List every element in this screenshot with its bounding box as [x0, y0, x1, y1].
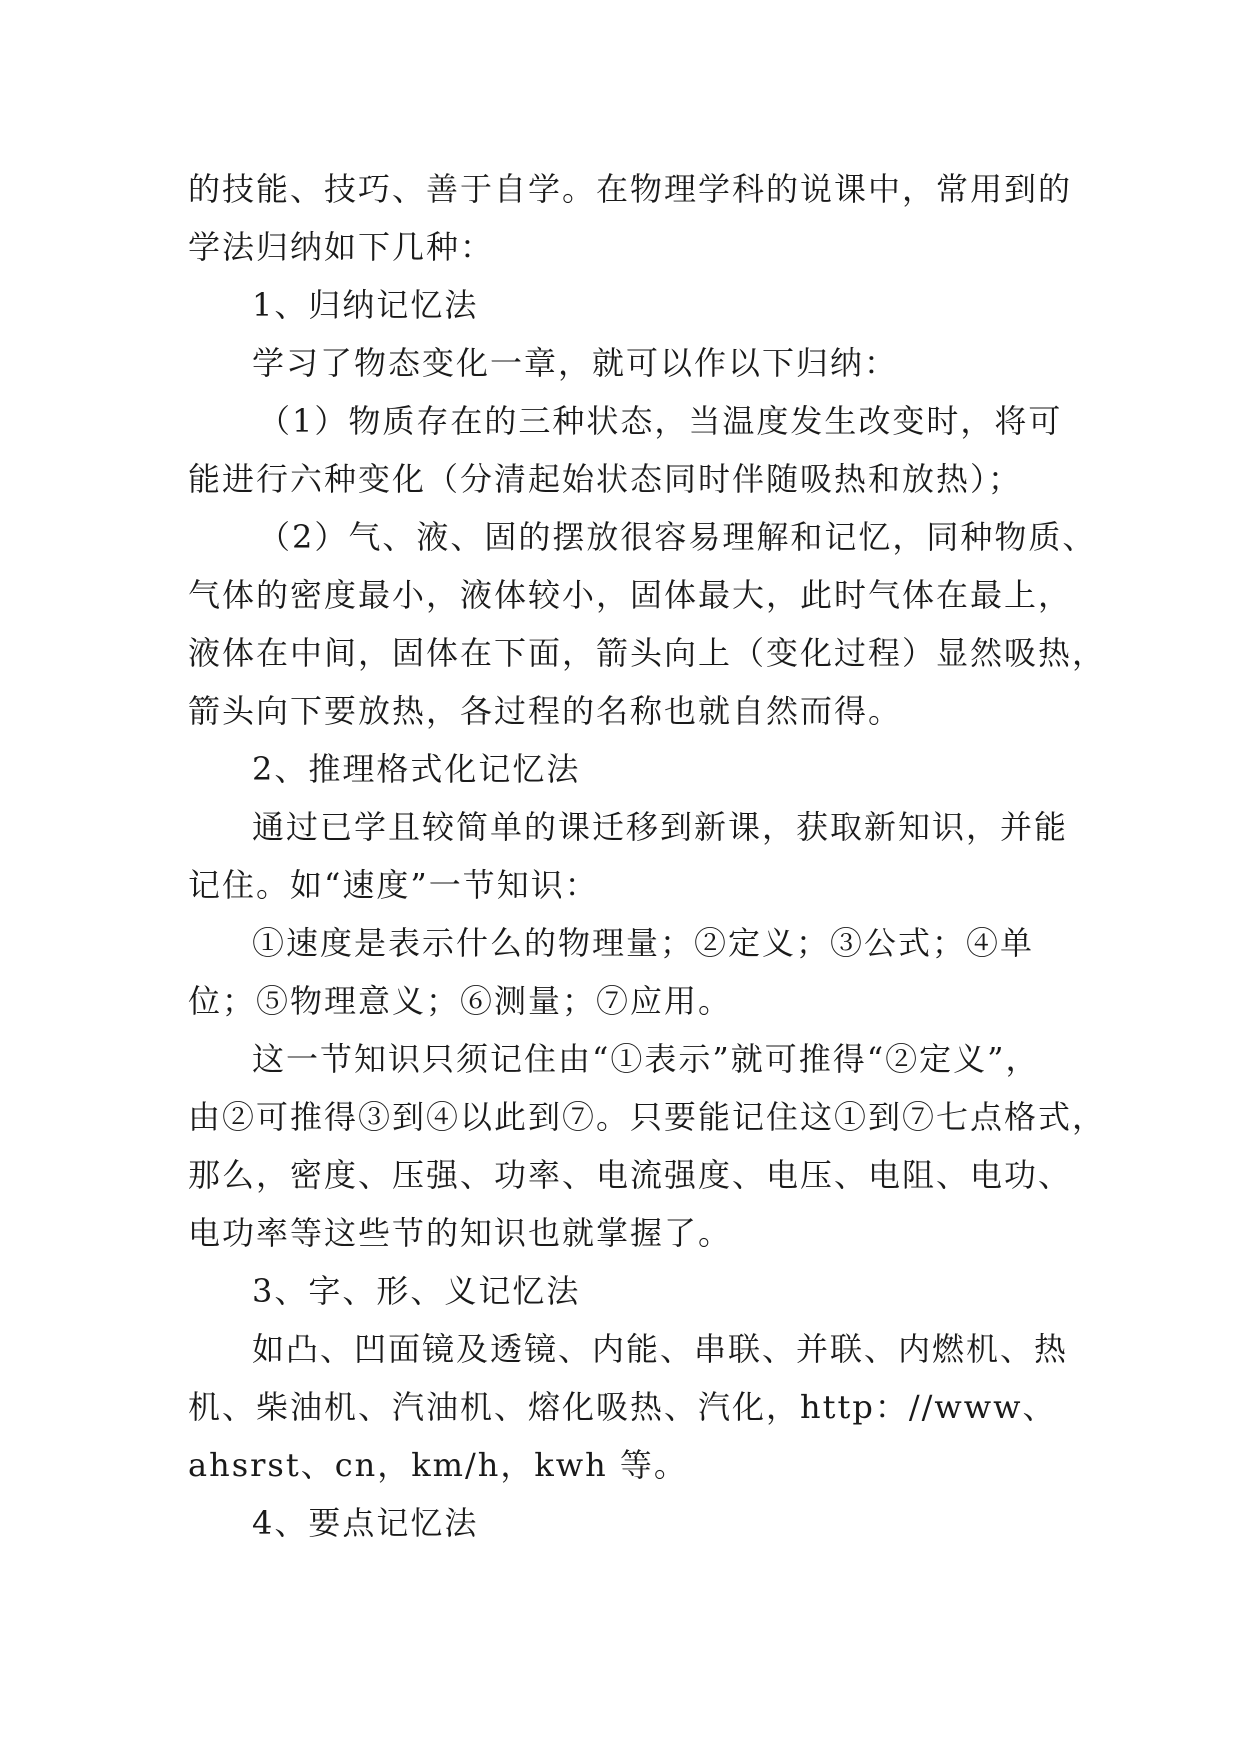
text-line: ahsrst、cn，km/h，kwh 等。	[188, 1446, 688, 1484]
section-heading-1: 1、归纳记忆法	[252, 286, 479, 324]
list-item: （2）气、液、固的摆放很容易理解和记忆，同种物质、	[258, 518, 1097, 556]
text-line: 记住。如“速度”一节知识：	[188, 866, 599, 904]
list-item: （1）物质存在的三种状态，当温度发生改变时，将可	[258, 402, 1063, 440]
text-line: 由②可推得③到④以此到⑦。只要能记住这①到⑦七点格式，	[188, 1098, 1107, 1136]
text-line: 箭头向下要放热，各过程的名称也就自然而得。	[188, 692, 903, 730]
text-line: 通过已学且较简单的课迁移到新课，获取新知识，并能	[252, 808, 1069, 846]
text-line: 如凸、凹面镜及透镜、内能、串联、并联、内燃机、热	[252, 1330, 1069, 1368]
document-body	[188, 160, 1107, 1552]
text-line: 能进行六种变化（分清起始状态同时伴随吸热和放热）；	[188, 460, 1023, 498]
text-line: 机、柴油机、汽油机、熔化吸热、汽化，http：//www、	[188, 1388, 1057, 1426]
text-line: 电功率等这些节的知识也就掌握了。	[188, 1214, 733, 1252]
text-line: 那么，密度、压强、功率、电流强度、电压、电阻、电功、	[188, 1156, 1073, 1194]
section-heading-3: 3、字、形、义记忆法	[252, 1272, 581, 1310]
text-line: 气体的密度最小，液体较小，固体最大，此时气体在最上，	[188, 576, 1073, 614]
text-line: 的技能、技巧、善于自学。在物理学科的说课中，常用到的	[188, 170, 1073, 208]
text-line: 这一节知识只须记住由“①表示”就可推得“②定义”，	[252, 1040, 1040, 1078]
text-line: 学习了物态变化一章，就可以作以下归纳：	[252, 344, 899, 382]
list-item: ①速度是表示什么的物理量；②定义；③公式；④单	[252, 924, 1035, 962]
text-line: 学法归纳如下几种：	[188, 228, 495, 266]
section-heading-4: 4、要点记忆法	[252, 1504, 479, 1542]
text-line: 位；⑤物理意义；⑥测量；⑦应用。	[188, 982, 733, 1020]
text-line: 液体在中间，固体在下面，箭头向上（变化过程）显然吸热，	[188, 634, 1107, 672]
section-heading-2: 2、推理格式化记忆法	[252, 750, 581, 788]
